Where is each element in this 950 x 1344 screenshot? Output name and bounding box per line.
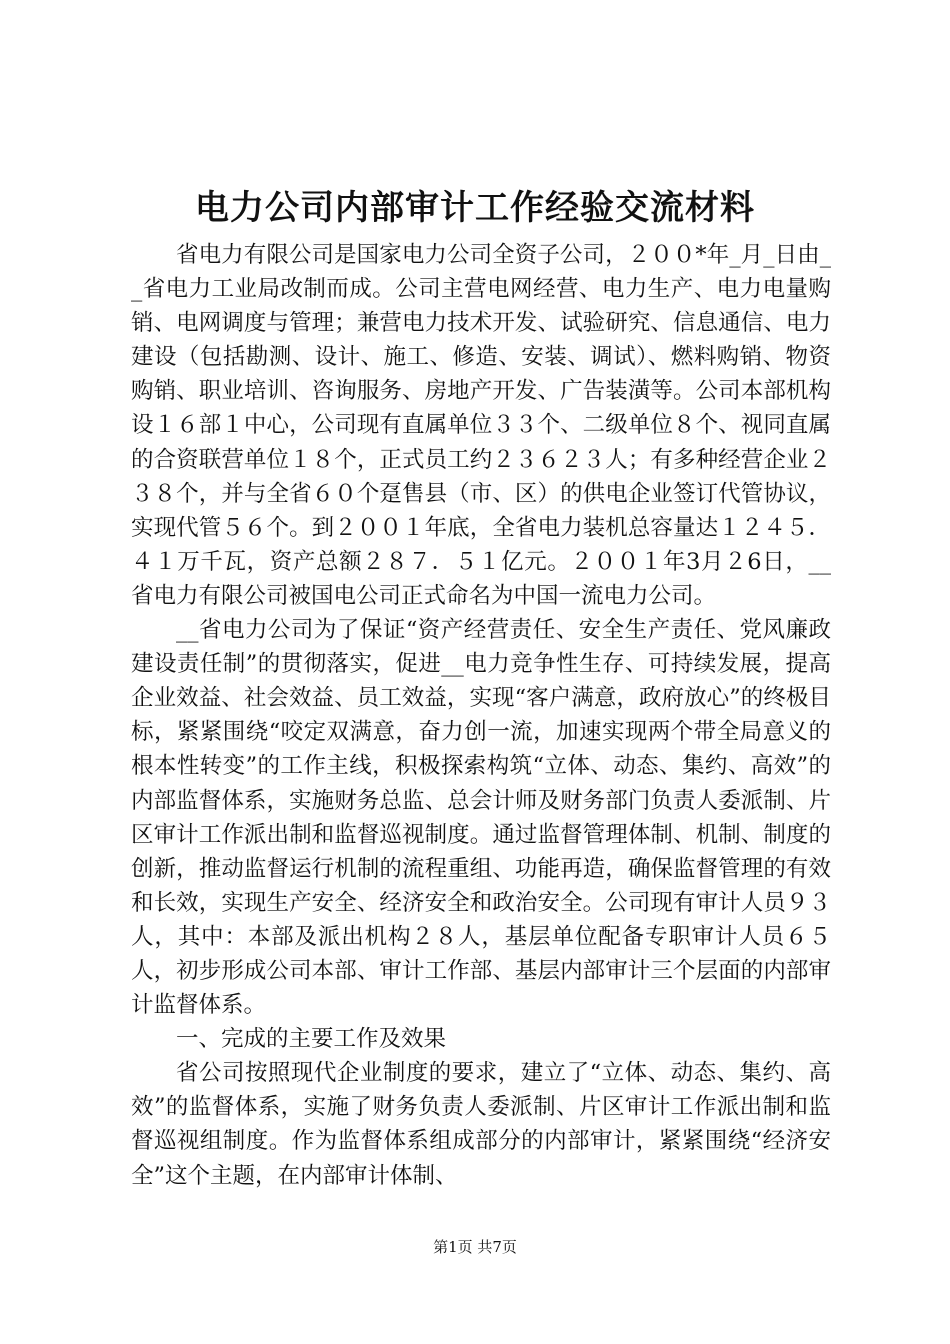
page-number-footer: 第1页 共7页	[433, 1238, 517, 1256]
paragraph-company-overview: 省电力有限公司是国家电力公司全资子公司，２００*年_月_日由__省电力工业局改制而成。公司主营电网经营、电力生产、电力电量购销、电网调度与管理；兼营电力技术开发、试验研究、信息通信、电力建设（包括勘测、设计、施工、修造、安装、调试）、燃料购销、物资购销、职业培训、咨询服务、房地产开发、广告装潢等。公司本部机构设１６部１中心，公司现有直属单位３３个、二级单位８个、视同直属的合资联营单位１８个，正式员工约２３６２３人；有多种经营企业２３８个，并与全省６０个趸售县（市、区）的供电企业签订代管协议，实现代管５６个。到２００１年底，全省电力装机总容量达１２４５．４１万千瓦，资产总额２８７．５１亿元。２００１年3月２6日，__省电力有限公司被国电公司正式命名为中国一流电力公司。	[131, 242, 831, 609]
paragraph-section-intro: 省公司按照现代企业制度的要求，建立了“立体、动态、集约、高效”的监督体系，实施了财务负责人委派制、片区审计工作派出制和监督巡视组制度。作为监督体系组成部分的内部审计，紧紧围绕“经济安全”这个主题，在内部审计体制、	[131, 1060, 831, 1189]
document-body	[131, 238, 831, 1193]
document-title: 电力公司内部审计工作经验交流材料	[195, 188, 755, 228]
paragraph-supervision-system: __省电力公司为了保证“资产经营责任、安全生产责任、党风廉政建设责任制”的贯彻落实，促进__电力竞争性生存、可持续发展，提高企业效益、社会效益、员工效益，实现“客户满意，政府放心”的终极目标，紧紧围绕“咬定双满意，奋力创一流，加速实现两个带全局意义的根本性转变”的工作主线，积极探索构筑“立体、动态、集约、高效”的内部监督体系，实施财务总监、总会计师及财务部门负责人委派制、片区审计工作派出制和监督巡视制度。通过监督管理体制、机制、制度的创新，推动监督运行机制的流程重组、功能再造，确保监督管理的有效和长效，实现生产安全、经济安全和政治安全。公司现有审计人员９３人，其中：本部及派出机构２８人，基层单位配备专职审计人员６５人，初步形成公司本部、审计工作部、基层内部审计三个层面的内部审计监督体系。	[131, 617, 831, 1019]
section-heading: 一、完成的主要工作及效果	[176, 1026, 447, 1053]
